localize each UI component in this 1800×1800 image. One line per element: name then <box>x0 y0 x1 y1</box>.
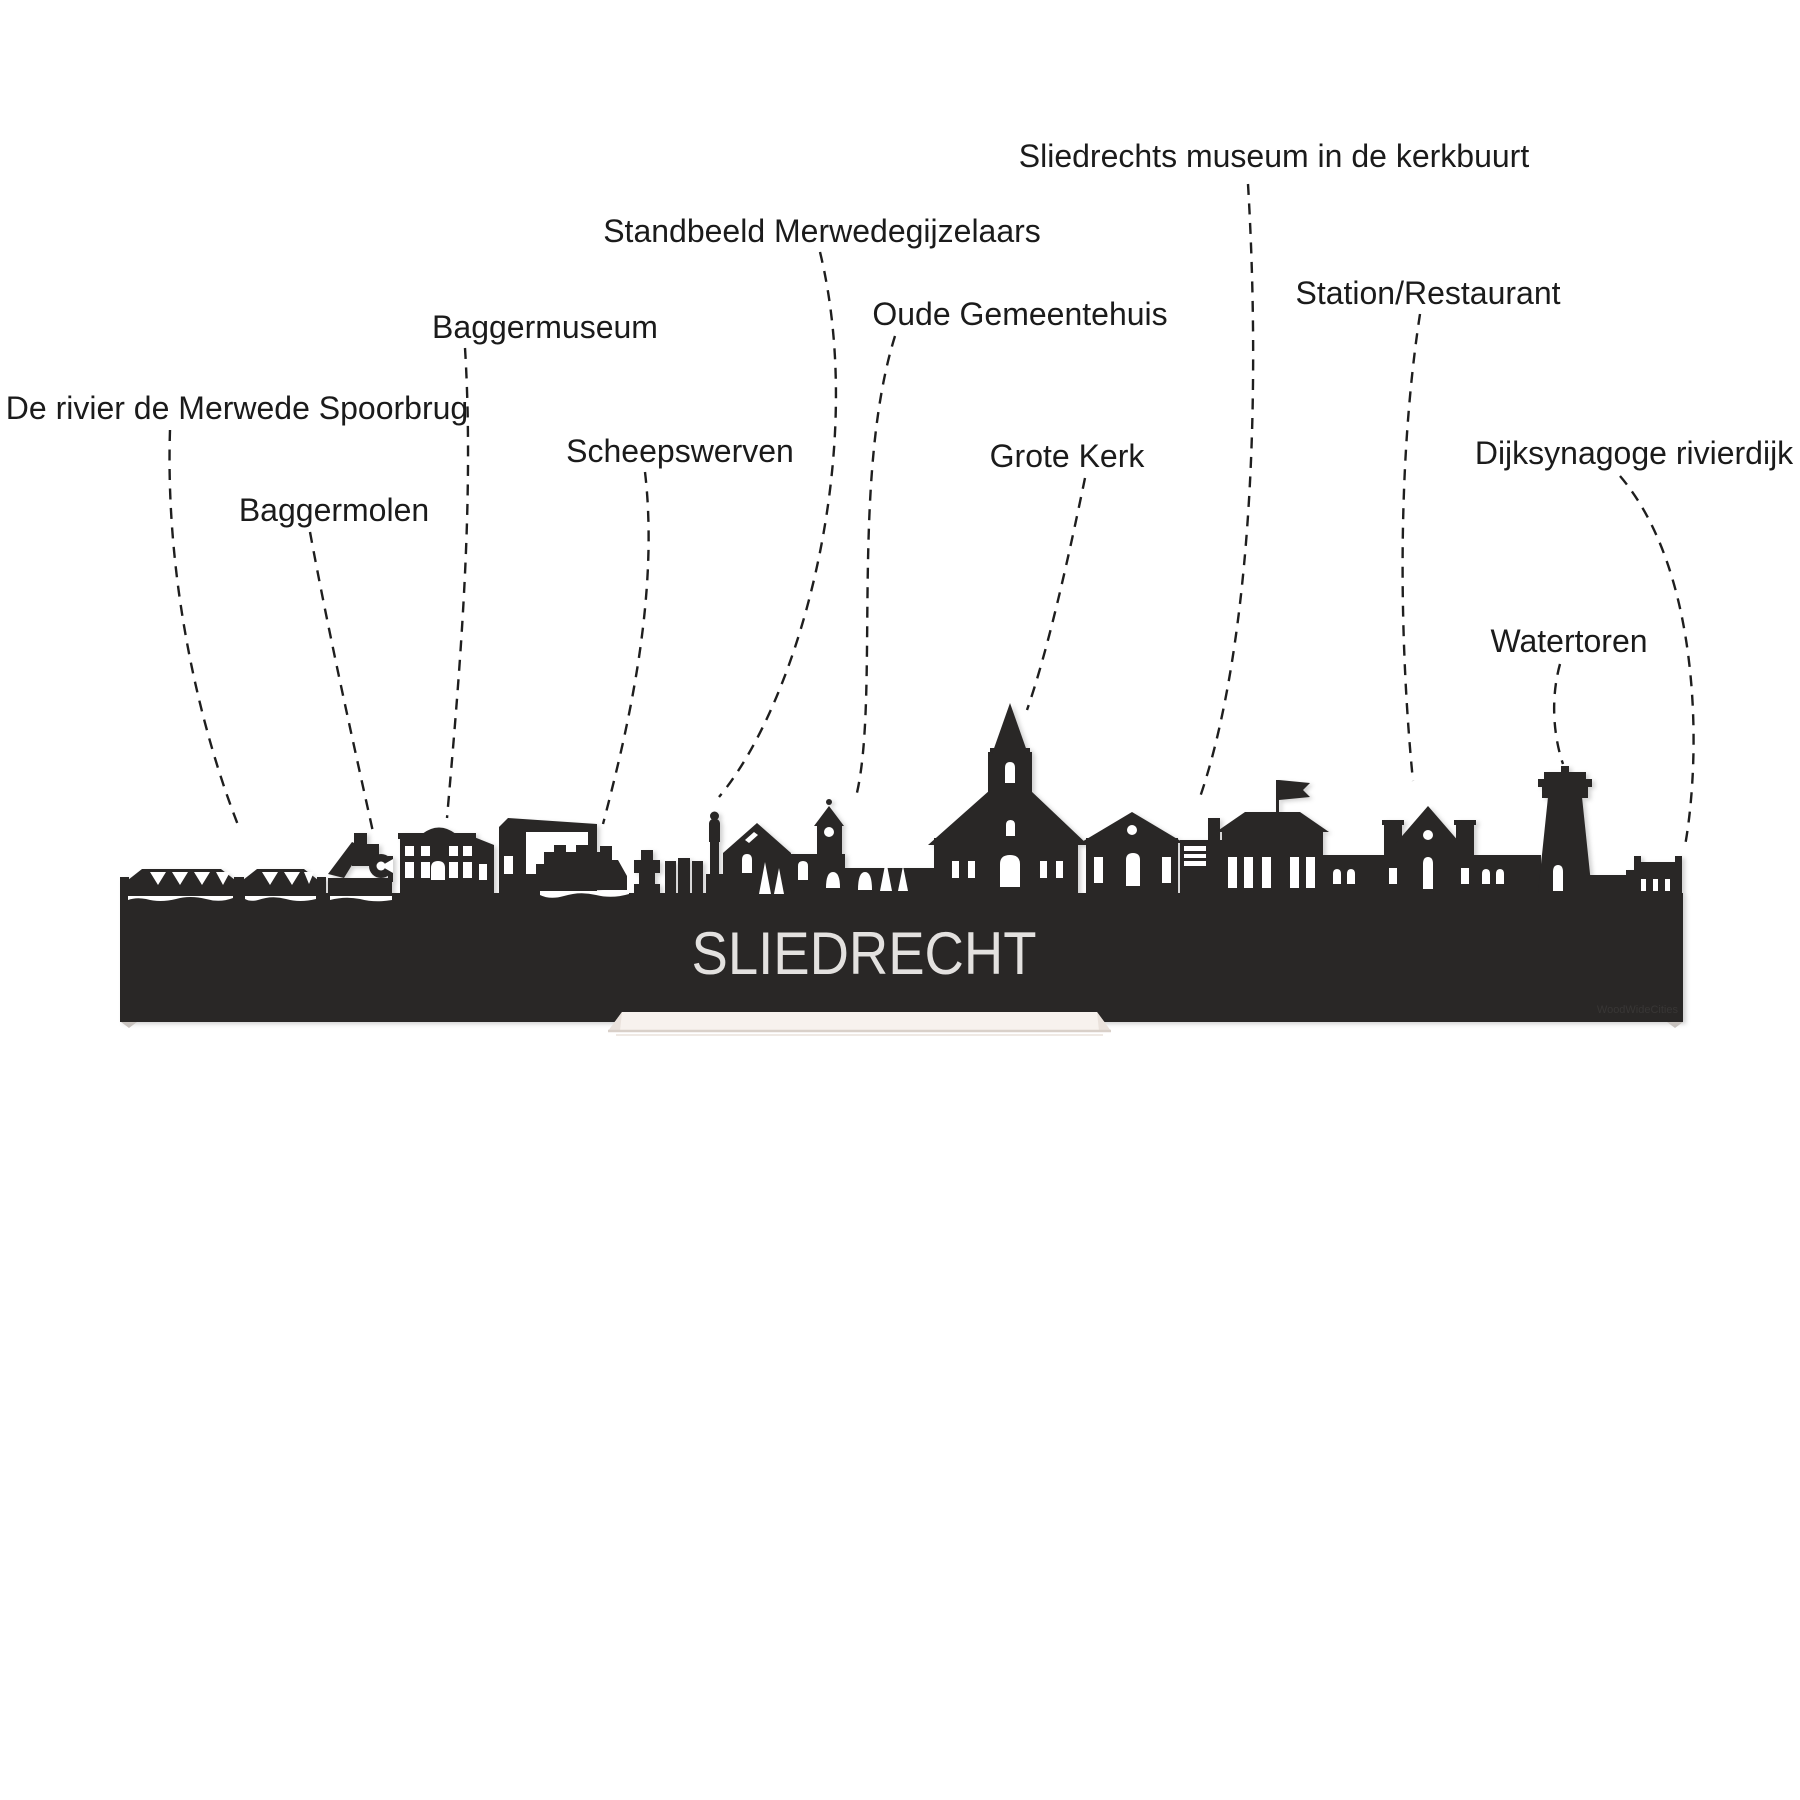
watertoren-silhouette <box>1538 766 1592 893</box>
label-spoorbrug: De rivier de Merwede Spoorbrug <box>5 390 469 426</box>
brand-watermark: WoodWideCities <box>1596 1004 1678 1016</box>
low-wall-b <box>1589 875 1632 893</box>
label-scheepswerven: Scheepswerven <box>566 433 794 469</box>
label-oude-gemeentehuis: Oude Gemeentehuis <box>872 296 1168 332</box>
label-sliedrechts-museum: Sliedrechts museum in de kerkbuurt <box>1018 138 1530 174</box>
label-standbeeld: Standbeeld Merwedegijzelaars <box>603 213 1041 249</box>
city-name-cutout: SLIEDRECHT <box>691 920 1037 987</box>
label-dijksynagoge: Dijksynagoge rivierdijk <box>1474 435 1794 471</box>
label-watertoren: Watertoren <box>1490 623 1648 659</box>
label-grote-kerk: Grote Kerk <box>989 438 1145 474</box>
label-baggermuseum: Baggermuseum <box>432 309 658 345</box>
display-stand <box>608 1012 1111 1035</box>
label-baggermolen: Baggermolen <box>238 492 430 528</box>
label-station-restaurant: Station/Restaurant <box>1295 275 1561 311</box>
containers-silhouette <box>665 858 703 893</box>
stand-top <box>608 1012 1111 1031</box>
